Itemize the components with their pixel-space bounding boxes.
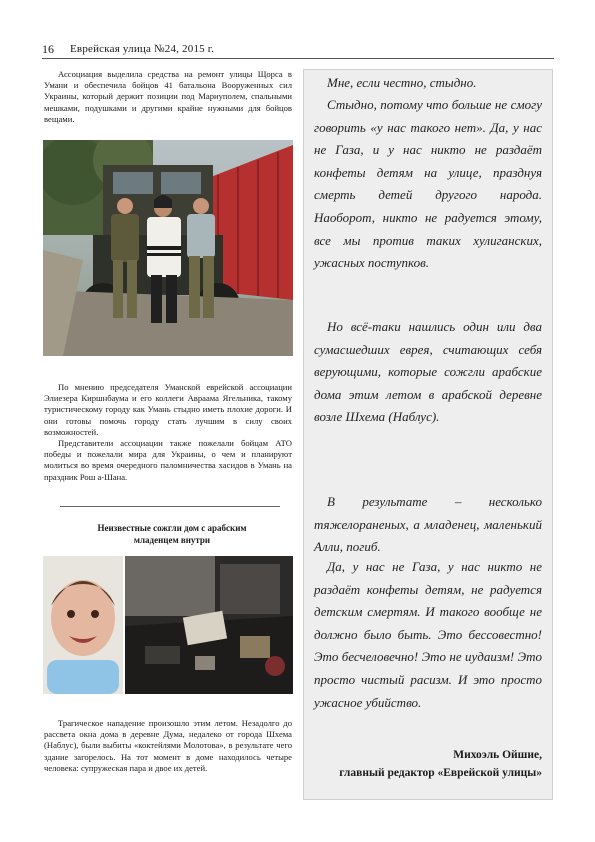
- sidebar-paragraph-3: Но всё-таки нашлись один или два сумасшедших еврея, считающих себя верующими, которые сожгли арабские дома этим летом в арабской деревне возле Шхема (Наблус).: [314, 319, 542, 425]
- signature-name: Михоэль Ойшие,: [453, 749, 542, 761]
- subheading-line-2: младенцем внутри: [133, 535, 211, 545]
- article-subheading: [52, 522, 292, 546]
- article-paragraph-2: По мнению председателя Уманской еврейской ассоциации Элиезера Киршнбаума и его коллеги Авраама Ягельника, такому туристическому городу как Умань стыдно иметь плохие дороги. И они готовы помочь городу стать лучшим в силу своих возможностей.: [44, 382, 292, 437]
- sidebar-paragraph-4: В результате – несколько тяжелораненых, а младенец, маленький Алли, погиб.: [314, 494, 542, 555]
- editorial-sidebar: [303, 69, 553, 800]
- photo-burned-house: [125, 556, 293, 694]
- article-paragraph-1: Ассоциация выделила средства на ремонт улицы Щорса в Умани и обеспечила бойцов 41 батальона Вооруженных сил Украины, который держит позиции под Мариуполем, спальными мешками, подушками и другими крайне нужными для бойцов вещами.: [44, 69, 292, 124]
- page-number: 16: [42, 42, 54, 56]
- subheading-line-1: Неизвестные сожгли дом с арабским: [97, 523, 247, 533]
- sidebar-paragraph-5: Да, у нас не Газа, у нас никто не раздаёт конфеты детям, не радуется детским смертям. И такого вообще не должно было быть. Это бессовестно! Это бесчеловечно! Это не иудаизм! Это просто чистый расизм. И это просто ужасное убийство.: [314, 559, 542, 710]
- editor-signature: [339, 746, 542, 782]
- page-header: [42, 42, 554, 59]
- signature-title: главный редактор «Еврейской улицы»: [339, 767, 542, 779]
- photo-soldiers-truck: [43, 140, 293, 356]
- sidebar-paragraph-1: Мне, если честно, стыдно.: [327, 75, 477, 90]
- photo-baby: [43, 556, 123, 694]
- article-paragraph-4: Трагическое нападение произошло этим летом. Незадолго до рассвета окна дома в деревне Дума, недалеко от города Шхема (Наблус), были выбиты «коктейлями Молотова», в результате чего здание загорелось. На тот момент в доме находилось четыре человека: супружеская пара и двое их детей.: [44, 718, 292, 773]
- sidebar-paragraph-2: Стыдно, потому что больше не смогу говорить «у нас такого нет». Да, у нас не Газа, и у нас никто не раздаёт конфеты детям на улице, празднуя смерть детей другого народа. Наоборот, никто не радуется этому, все мы против таких хулиганских, ужасных поступков.: [314, 97, 542, 271]
- issue-title: Еврейская улица №24, 2015 г.: [70, 43, 215, 55]
- section-divider: [60, 506, 280, 507]
- article-paragraph-3: Представители ассоциации также пожелали бойцам АТО победы и пожелали мира для Украины, о чем и планируют молиться во время очередного паломничества хасидов в Умань на праздник Рош а-Шана.: [44, 438, 292, 482]
